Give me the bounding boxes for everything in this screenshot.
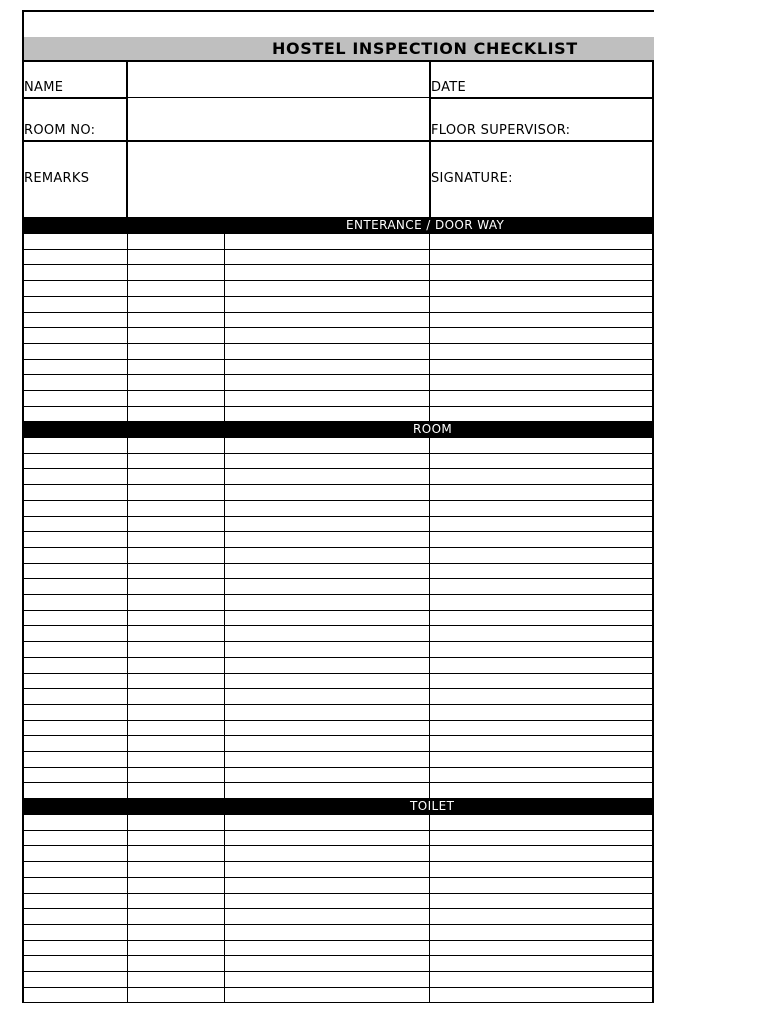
checklist-row[interactable]	[22, 721, 654, 736]
checklist-row[interactable]	[22, 768, 654, 783]
checklist-row[interactable]	[22, 674, 654, 689]
checklist-row[interactable]	[22, 972, 654, 988]
floor-supervisor-label: FLOOR SUPERVISOR:	[431, 123, 571, 138]
column-divider	[652, 815, 654, 1003]
checklist-row[interactable]	[22, 988, 654, 1003]
column-divider	[224, 234, 225, 422]
checklist-row[interactable]	[22, 548, 654, 564]
checklist-row[interactable]	[22, 878, 654, 894]
checklist-row[interactable]	[22, 485, 654, 501]
checklist-row[interactable]	[22, 454, 654, 469]
section-rows-toilet	[22, 815, 654, 1003]
column-divider	[22, 815, 24, 1003]
header-hline-1b	[128, 97, 429, 98]
section-title-entrance: ENTERANCE / DOOR WAY	[346, 218, 505, 232]
checklist-row[interactable]	[22, 375, 654, 391]
column-divider	[127, 438, 128, 799]
page-title: HOSTEL INSPECTION CHECKLIST	[272, 39, 578, 58]
section-header-room	[22, 421, 654, 438]
column-divider	[429, 815, 430, 1003]
column-divider	[22, 438, 24, 799]
checklist-row[interactable]	[22, 705, 654, 721]
checklist-row[interactable]	[22, 783, 654, 799]
column-divider	[224, 815, 225, 1003]
column-divider	[652, 234, 654, 422]
checklist-row[interactable]	[22, 501, 654, 517]
checklist-row[interactable]	[22, 941, 654, 956]
checklist-row[interactable]	[22, 752, 654, 768]
sheet-top-blank-row	[22, 10, 654, 38]
date-label: DATE	[431, 80, 467, 95]
column-divider	[224, 438, 225, 799]
checklist-row[interactable]	[22, 689, 654, 705]
column-divider	[127, 815, 128, 1003]
checklist-row[interactable]	[22, 956, 654, 972]
checklist-row[interactable]	[22, 815, 654, 831]
section-header-entrance	[22, 217, 654, 234]
checklist-row[interactable]	[22, 250, 654, 265]
checklist-sheet	[22, 0, 654, 1004]
signature-label: SIGNATURE:	[431, 171, 513, 186]
name-field[interactable]	[130, 62, 427, 97]
checklist-row[interactable]	[22, 438, 654, 454]
checklist-row[interactable]	[22, 642, 654, 658]
section-rows-entrance	[22, 234, 654, 422]
checklist-row[interactable]	[22, 846, 654, 862]
checklist-row[interactable]	[22, 360, 654, 375]
column-divider	[429, 234, 430, 422]
checklist-row[interactable]	[22, 658, 654, 674]
name-label: NAME	[24, 80, 64, 95]
checklist-row[interactable]	[22, 328, 654, 344]
checklist-row[interactable]	[22, 862, 654, 878]
signature-field[interactable]	[542, 142, 652, 217]
room-no-label: ROOM NO:	[24, 123, 96, 138]
checklist-row[interactable]	[22, 265, 654, 281]
checklist-row[interactable]	[22, 909, 654, 925]
column-divider	[652, 438, 654, 799]
column-divider	[127, 234, 128, 422]
checklist-row[interactable]	[22, 517, 654, 532]
remarks-label: REMARKS	[24, 171, 90, 186]
checklist-row[interactable]	[22, 736, 654, 752]
checklist-row[interactable]	[22, 313, 654, 328]
checklist-row[interactable]	[22, 564, 654, 579]
header-hline-1a	[22, 97, 128, 99]
checklist-row[interactable]	[22, 831, 654, 846]
column-divider	[22, 234, 24, 422]
column-divider	[429, 438, 430, 799]
checklist-row[interactable]	[22, 611, 654, 626]
checklist-row[interactable]	[22, 469, 654, 485]
section-title-room: ROOM	[413, 422, 453, 436]
checklist-row[interactable]	[22, 297, 654, 313]
checklist-row[interactable]	[22, 626, 654, 642]
date-field[interactable]	[542, 62, 652, 97]
checklist-row[interactable]	[22, 391, 654, 407]
checklist-row[interactable]	[22, 407, 654, 422]
checklist-row[interactable]	[22, 344, 654, 360]
checklist-row[interactable]	[22, 894, 654, 909]
header-fields	[22, 60, 654, 217]
checklist-row[interactable]	[22, 234, 654, 250]
checklist-row[interactable]	[22, 595, 654, 611]
checklist-row[interactable]	[22, 532, 654, 548]
room-no-field[interactable]	[130, 99, 427, 140]
section-title-toilet: TOILET	[410, 799, 455, 813]
checklist-row[interactable]	[22, 579, 654, 595]
section-rows-room	[22, 438, 654, 799]
checklist-row[interactable]	[22, 281, 654, 297]
title-bar	[22, 37, 654, 60]
remarks-field[interactable]	[130, 142, 427, 217]
floor-supervisor-field[interactable]	[612, 99, 652, 140]
section-header-toilet	[22, 798, 654, 815]
header-divider-1	[126, 60, 128, 217]
checklist-row[interactable]	[22, 925, 654, 941]
